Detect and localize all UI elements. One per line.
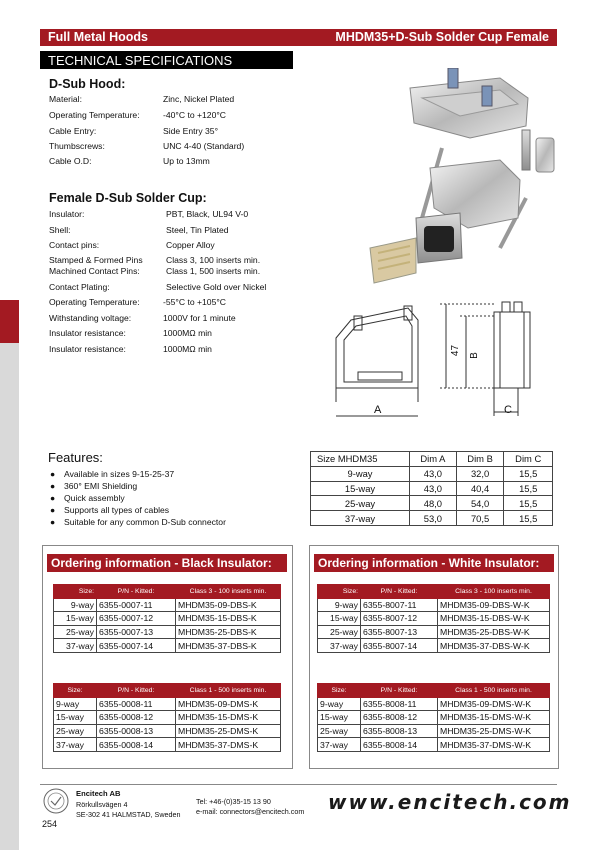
table-cell: 15,5: [504, 496, 553, 511]
spec-key: Stamped & Formed Pins: [49, 255, 143, 265]
table-cell: 37-way: [54, 639, 97, 653]
table-row: [311, 466, 553, 481]
table-row: [318, 598, 550, 612]
table-cell: MHDM35-15-DBS-K: [176, 612, 281, 626]
table-row: [318, 612, 550, 626]
table-cell: 6355-0007-12: [97, 612, 176, 626]
table-cell: 25-way: [318, 625, 361, 639]
order-table-white-class3: [317, 584, 550, 653]
table-cell: 6355-8008-11: [361, 697, 438, 711]
table-header-row: [54, 585, 281, 599]
certification-seal-icon: [43, 788, 69, 814]
order-box-black: [42, 545, 293, 769]
table-cell: 25-way: [311, 496, 410, 511]
spec-value: Steel, Tin Plated: [166, 225, 229, 235]
table-header-row: [318, 585, 550, 599]
table-row: [318, 625, 550, 639]
header-cell: Dim B: [456, 452, 504, 467]
company-url[interactable]: www.encitech.com: [328, 790, 572, 814]
table-cell: 37-way: [318, 639, 361, 653]
table-cell: MHDM35-25-DMS-K: [176, 724, 281, 738]
table-row: [54, 724, 281, 738]
table-cell: 37-way: [318, 738, 361, 752]
spec-value: Class 1, 500 inserts min.: [166, 266, 261, 276]
table-cell: MHDM35-09-DBS-W-K: [438, 598, 550, 612]
table-cell: 15-way: [318, 612, 361, 626]
order-table-black-class1: [53, 683, 281, 752]
spec-key: Insulator resistance:: [49, 328, 126, 338]
table-cell: 9-way: [54, 697, 97, 711]
spec-value: Up to 13mm: [163, 156, 210, 166]
table-cell: 9-way: [318, 598, 361, 612]
footer-city: SE-302 41 HALMSTAD, Sweden: [76, 810, 181, 819]
table-cell: MHDM35-15-DBS-W-K: [438, 612, 550, 626]
table-cell: 53,0: [410, 511, 457, 526]
table-cell: 37-way: [54, 738, 97, 752]
table-cell: 6355-8007-12: [361, 612, 438, 626]
dimension-drawing: [326, 298, 556, 420]
table-cell: MHDM35-25-DBS-W-K: [438, 625, 550, 639]
table-cell: 15,5: [504, 481, 553, 496]
table-cell: 6355-8007-11: [361, 598, 438, 612]
table-cell: 40,4: [456, 481, 504, 496]
page-number: 254: [42, 819, 58, 829]
footer-street: Rörkullsvägen 4: [76, 800, 128, 809]
header-cell: Size:: [318, 684, 361, 698]
spec-key: Machined Contact Pins:: [49, 266, 140, 276]
table-row: [311, 511, 553, 526]
table-cell: 6355-0008-12: [97, 711, 176, 725]
table-header-row: [318, 684, 550, 698]
feature-text: Available in sizes 9-15-25-37: [64, 469, 175, 479]
spec-value: -55°C to +105°C: [163, 297, 227, 307]
spec-value: 1000V for 1 minute: [163, 313, 236, 323]
order-title-text: Ordering information - White Insulator:: [318, 556, 540, 570]
table-row: [311, 481, 553, 496]
table-cell: 37-way: [311, 511, 410, 526]
table-cell: 15-way: [54, 612, 97, 626]
spec-key: Shell:: [49, 225, 71, 235]
table-row: [318, 711, 550, 725]
table-cell: 6355-0008-14: [97, 738, 176, 752]
table-row: [54, 697, 281, 711]
table-cell: 43,0: [410, 466, 457, 481]
table-cell: 6355-0008-13: [97, 724, 176, 738]
table-cell: 25-way: [318, 724, 361, 738]
table-row: [318, 724, 550, 738]
order-table-white-class1: [317, 683, 550, 752]
header-cell: Size:: [54, 585, 97, 599]
header-cell: P/N - Kitted:: [97, 684, 176, 698]
table-cell: MHDM35-09-DMS-K: [176, 697, 281, 711]
table-cell: MHDM35-15-DMS-K: [176, 711, 281, 725]
cup-title: Female D-Sub Solder Cup:: [49, 191, 207, 205]
spec-value: Class 3, 100 inserts min.: [166, 255, 261, 265]
table-cell: 6355-8008-13: [361, 724, 438, 738]
dim-b-label: B: [468, 352, 480, 359]
spec-value: Side Entry 35°: [163, 126, 219, 136]
table-cell: 6355-0007-14: [97, 639, 176, 653]
table-cell: MHDM35-37-DBS-W-K: [438, 639, 550, 653]
header-product: MHDM35+D-Sub Solder Cup Female: [335, 30, 549, 44]
table-cell: 6355-8008-14: [361, 738, 438, 752]
order-title-text: Ordering information - Black Insulator:: [51, 556, 272, 570]
cup-specs: [49, 209, 299, 359]
product-photo: [350, 68, 560, 298]
table-cell: MHDM35-37-DBS-K: [176, 639, 281, 653]
header-category: Full Metal Hoods: [48, 30, 148, 44]
table-cell: MHDM35-25-DMS-W-K: [438, 724, 550, 738]
table-cell: 9-way: [311, 466, 410, 481]
table-cell: 15-way: [318, 711, 361, 725]
hood-title: D-Sub Hood:: [49, 77, 126, 91]
table-cell: MHDM35-09-DBS-K: [176, 598, 281, 612]
header-cell: Dim C: [504, 452, 553, 467]
spec-value: Zinc, Nickel Plated: [163, 94, 235, 104]
dim-47-label: 47: [450, 344, 462, 357]
table-cell: 6355-0007-11: [97, 598, 176, 612]
spec-key: Contact pins:: [49, 240, 100, 250]
table-cell: 6355-0007-13: [97, 625, 176, 639]
table-row: [54, 738, 281, 752]
footer-tel: Tel: +46-(0)35-15 13 90: [196, 797, 271, 806]
spec-key: Insulator:: [49, 209, 85, 219]
spec-key: Withstanding voltage:: [49, 313, 132, 323]
table-cell: 6355-8007-14: [361, 639, 438, 653]
feature-text: Suitable for any common D-Sub connector: [64, 517, 226, 527]
table-cell: 15-way: [311, 481, 410, 496]
table-cell: 6355-0008-11: [97, 697, 176, 711]
table-cell: 70,5: [456, 511, 504, 526]
spec-bar-title: TECHNICAL SPECIFICATIONS: [48, 53, 233, 68]
header-cell: Class 1 - 500 inserts min.: [438, 684, 550, 698]
table-row: [54, 711, 281, 725]
table-cell: MHDM35-09-DMS-W-K: [438, 697, 550, 711]
header-cell: Size:: [318, 585, 361, 599]
spec-key: Operating Temperature:: [49, 297, 140, 307]
spec-value: Copper Alloy: [166, 240, 215, 250]
footer-divider: [40, 784, 557, 785]
footer-company: Encitech AB: [76, 789, 121, 798]
table-cell: 25-way: [54, 625, 97, 639]
order-title-black: [47, 554, 287, 572]
table-row: [318, 697, 550, 711]
table-row: [318, 738, 550, 752]
feature-text: Quick assembly: [64, 493, 125, 503]
table-row: [54, 612, 281, 626]
spec-key: Insulator resistance:: [49, 344, 126, 354]
order-table-black-class3: [53, 584, 281, 653]
spec-value: 1000MΩ min: [163, 344, 212, 354]
header-bar: [40, 29, 557, 46]
order-title-white: [314, 554, 554, 572]
spec-key: Operating Temperature:: [49, 110, 140, 120]
table-cell: MHDM35-37-DMS-W-K: [438, 738, 550, 752]
spec-value: 1000MΩ min: [163, 328, 212, 338]
table-row: [54, 639, 281, 653]
table-cell: 15,5: [504, 511, 553, 526]
header-cell: P/N - Kitted:: [361, 585, 438, 599]
table-header-row: [311, 452, 553, 467]
feature-text: Supports all types of cables: [64, 505, 170, 515]
table-row: [311, 496, 553, 511]
dim-c-label: C: [504, 404, 512, 416]
table-cell: MHDM35-15-DMS-W-K: [438, 711, 550, 725]
table-cell: 6355-8008-12: [361, 711, 438, 725]
spec-value: -40°C to +120°C: [163, 110, 227, 120]
spec-key: Cable O.D:: [49, 156, 92, 166]
spec-key: Material:: [49, 94, 82, 104]
table-cell: 43,0: [410, 481, 457, 496]
side-strip-marker: [0, 300, 19, 343]
side-strip: [0, 300, 19, 850]
order-box-white: [309, 545, 559, 769]
spec-value: Selective Gold over Nickel: [166, 282, 267, 292]
dimensions-table: [310, 451, 553, 526]
table-row: [54, 625, 281, 639]
table-cell: MHDM35-25-DBS-K: [176, 625, 281, 639]
spec-key: Contact Plating:: [49, 282, 110, 292]
spec-key: Cable Entry:: [49, 126, 97, 136]
spec-bar: [40, 51, 293, 69]
table-cell: 25-way: [54, 724, 97, 738]
table-header-row: [54, 684, 281, 698]
table-cell: 9-way: [318, 697, 361, 711]
table-row: [318, 639, 550, 653]
header-cell: P/N - Kitted:: [361, 684, 438, 698]
header-cell: Class 3 - 100 inserts min.: [176, 585, 281, 599]
header-cell: Class 3 - 100 inserts min.: [438, 585, 550, 599]
hood-specs: [49, 94, 289, 174]
spec-key: Thumbscrews:: [49, 141, 105, 151]
table-cell: 15-way: [54, 711, 97, 725]
table-cell: MHDM35-37-DMS-K: [176, 738, 281, 752]
header-cell: Dim A: [410, 452, 457, 467]
header-cell: Class 1 - 500 inserts min.: [176, 684, 281, 698]
header-cell: Size MHDM35: [311, 452, 410, 467]
table-cell: 48,0: [410, 496, 457, 511]
spec-value: PBT, Black, UL94 V-0: [166, 209, 249, 219]
table-cell: 15,5: [504, 466, 553, 481]
table-cell: 54,0: [456, 496, 504, 511]
spec-value: UNC 4-40 (Standard): [163, 141, 245, 151]
feature-text: 360° EMI Shielding: [64, 481, 138, 491]
table-cell: 9-way: [54, 598, 97, 612]
footer-email[interactable]: e-mail: connectors@encitech.com: [196, 807, 305, 816]
table-row: [54, 598, 281, 612]
features-title: Features:: [48, 450, 103, 465]
header-cell: Size:: [54, 684, 97, 698]
dim-a-label: A: [374, 404, 382, 416]
header-cell: P/N - Kitted:: [97, 585, 176, 599]
table-cell: 32,0: [456, 466, 504, 481]
table-cell: 6355-8007-13: [361, 625, 438, 639]
